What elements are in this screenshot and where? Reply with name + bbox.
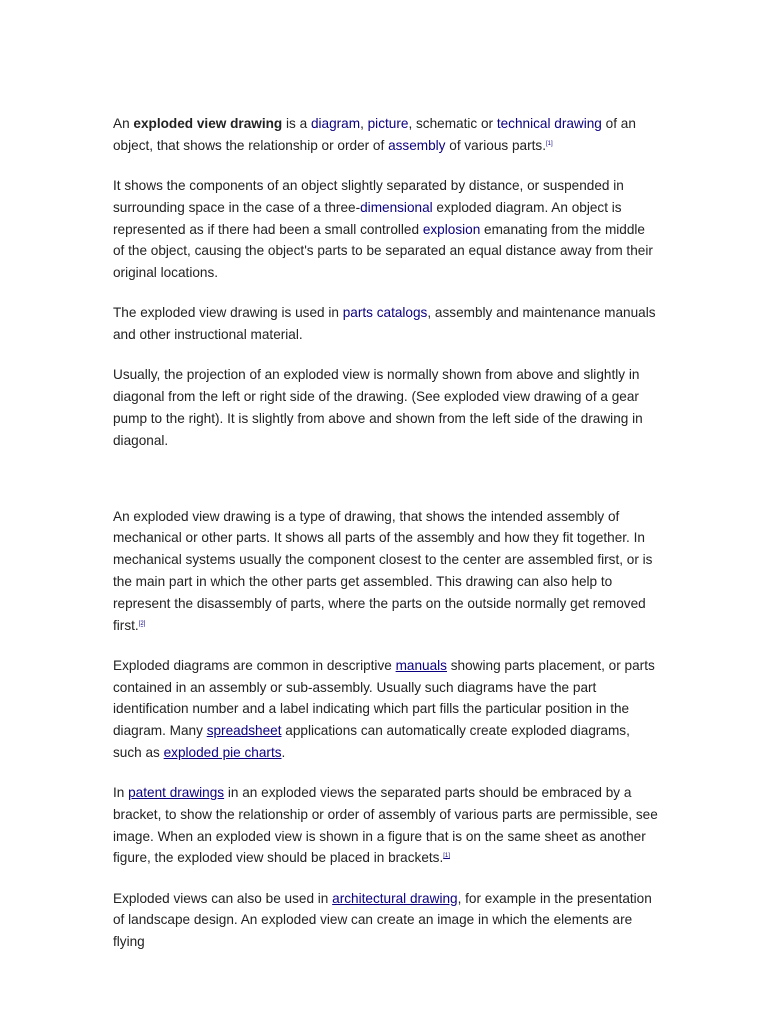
text: of various parts.	[445, 137, 546, 153]
text: , assembly and maintenance manuals and other instructional material.	[113, 305, 656, 343]
link-architectural-drawing[interactable]: architectural drawing	[332, 890, 458, 906]
text: , schematic or	[408, 116, 497, 131]
text: .	[281, 744, 286, 760]
article-body	[113, 113, 658, 971]
text: , for example in the presentation of landscape design. An exploded view can create an image in which the elements are flying	[113, 890, 652, 950]
text: The exploded view drawing is used in	[113, 305, 343, 321]
link-technical-drawing[interactable]: technical drawing	[496, 116, 602, 131]
text: is a	[282, 116, 311, 131]
text: Exploded views can also be used in	[113, 890, 333, 906]
text: An	[113, 116, 134, 131]
text: ,	[360, 116, 368, 131]
paragraph-definition	[113, 113, 658, 157]
text: showing parts placement, or parts contained in an assembly or sub-assembly. Usually such diagrams have the part identification number and a label indicating which part fills the particular position in the diagram. Many	[113, 657, 655, 739]
text: exploded diagram. An object is represented as if there had been a small controlled	[113, 199, 622, 237]
text: It shows the components of an object slightly separated by distance, or suspended in surrounding space in the case of a three-	[113, 177, 624, 215]
link-spreadsheet[interactable]: spreadsheet	[206, 723, 282, 739]
link-parts-catalogs[interactable]: parts catalogs	[342, 305, 428, 321]
link-assembly[interactable]: assembly	[388, 137, 446, 153]
text: Usually, the projection of an exploded view is normally shown from above and slightly in diagonal from the left or right side of the drawing. (See exploded view drawing of a gear pump to the right). It is slightly from above and shown from the left side of the drawing in diagonal.	[113, 367, 643, 448]
text: in an exploded views the separated parts should be embraced by a bracket, to show the relationship or order of assembly of various parts are permissible, see image. When an exploded view is shown in a figure that is on the same sheet as another figure, the exploded view should be placed in brackets.	[113, 785, 658, 866]
link-manuals[interactable]: manuals	[395, 657, 447, 673]
paragraph-manuals	[113, 655, 658, 764]
footnote-ref-1[interactable]: [1]	[443, 853, 450, 860]
text: applications can automatically create exploded diagrams, such as	[113, 723, 630, 760]
link-dimensional[interactable]: dimensional	[360, 199, 433, 215]
paragraph-projection	[113, 364, 658, 451]
paragraph-architectural	[113, 888, 658, 953]
text: of an object, that shows the relationship or order of	[113, 116, 636, 153]
paragraph-patent-drawings	[113, 782, 658, 869]
text: emanating from the middle of the object, causing the object's parts to be separated an equal distance away from their original locations.	[113, 221, 653, 281]
link-patent-drawings[interactable]: patent drawings	[128, 785, 225, 801]
footnote-ref-2[interactable]: [2]	[138, 620, 146, 627]
text: An exploded view drawing is a type of drawing, that shows the intended assembly of mechanical or other parts. It shows all parts of the assembly and how they fit together. In mechanical systems usually the component closest to the center are assembled first, or is the main part in which the other parts get assembled. This drawing can also help to represent the disassembly of parts, where the parts on the outside normally get removed first.	[113, 508, 653, 633]
text: In	[113, 785, 129, 801]
term-exploded-view-drawing: exploded view drawing	[133, 116, 283, 131]
paragraph-components	[113, 175, 658, 284]
link-explosion[interactable]: explosion	[422, 221, 481, 237]
paragraph-usage	[113, 302, 658, 346]
paragraph-type-of-drawing	[113, 506, 658, 637]
link-exploded-pie-charts[interactable]: exploded pie charts	[163, 744, 282, 760]
link-diagram[interactable]: diagram	[310, 116, 361, 131]
link-picture[interactable]: picture	[367, 116, 409, 131]
footnote-ref-1[interactable]: [1]	[545, 140, 553, 147]
text: Exploded diagrams are common in descriptive	[113, 657, 396, 673]
